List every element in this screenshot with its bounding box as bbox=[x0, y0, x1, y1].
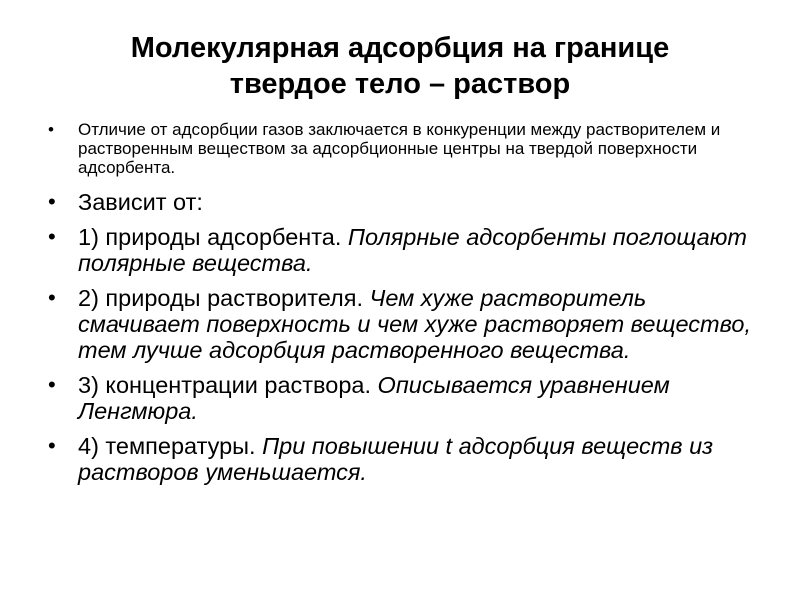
bullet-dot: • bbox=[48, 120, 54, 139]
bullet-dot: • bbox=[48, 372, 56, 397]
bullet-item bbox=[40, 224, 760, 276]
bullet-text: 4) температуры. bbox=[78, 433, 256, 459]
bullet-dot: • bbox=[48, 189, 56, 214]
bullet-list bbox=[40, 120, 760, 494]
bullet-item bbox=[40, 372, 760, 424]
bullet-emphasis: Описывается уравнением Ленгмюра. bbox=[78, 372, 670, 424]
slide-title-line-2: твердое тело – раствор bbox=[229, 68, 571, 100]
bullet-item bbox=[40, 120, 760, 177]
bullet-text: 1) природы адсорбента. bbox=[78, 224, 342, 250]
bullet-emphasis: Чем хуже растворитель смачивает поверхность и чем хуже растворяет вещество, тем лучше адсорбция растворенного вещества. bbox=[78, 285, 751, 363]
slide-title-line-1: Молекулярная адсорбция на границе bbox=[130, 32, 670, 64]
bullet-text: Зависит от: bbox=[78, 189, 203, 215]
bullet-item bbox=[40, 285, 760, 363]
bullet-item bbox=[40, 189, 760, 215]
bullet-emphasis: Полярные адсорбенты поглощают полярные вещества. bbox=[78, 224, 747, 276]
bullet-item bbox=[40, 433, 760, 485]
bullet-dot: • bbox=[48, 224, 56, 249]
bullet-text: 3) концентрации раствора. bbox=[78, 372, 372, 398]
slide-title bbox=[40, 30, 760, 102]
bullet-dot: • bbox=[48, 433, 56, 458]
bullet-dot: • bbox=[48, 285, 56, 310]
bullet-text: Отличие от адсорбции газов заключается в конкуренции между растворителем и растворенным веществом за адсорбционные центры на твердой поверхности адсорбента. bbox=[78, 120, 721, 177]
bullet-text: 2) природы растворителя. bbox=[78, 285, 363, 311]
bullet-emphasis: При повышении t адсорбция веществ из растворов уменьшается. bbox=[78, 433, 714, 485]
